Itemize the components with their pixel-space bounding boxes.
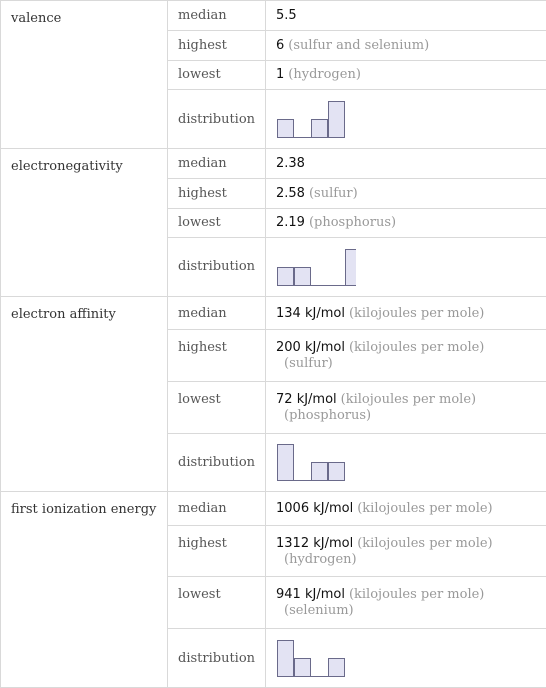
value: 2.19	[276, 215, 305, 231]
value: 941	[276, 587, 301, 603]
row-label: distribution	[168, 90, 266, 149]
value-cell	[266, 330, 546, 382]
row-label: lowest	[168, 381, 266, 433]
property-name: valence	[1, 1, 168, 149]
histogram-bar	[278, 641, 294, 677]
histogram-bar	[312, 463, 328, 481]
value: 2.58	[276, 185, 305, 201]
unit-description: (kilojoules per mole)	[348, 340, 485, 356]
row-label: lowest	[168, 208, 266, 237]
row-label: median	[168, 148, 266, 178]
element-note: (selenium)	[284, 603, 354, 619]
histogram-bar	[312, 120, 328, 138]
value-cell	[266, 381, 546, 433]
table-row	[1, 296, 546, 329]
unit-description: (kilojoules per mole)	[348, 305, 485, 321]
element-note: (phosphorus)	[308, 215, 397, 231]
distribution-cell	[266, 90, 546, 149]
value: 5.5	[276, 8, 297, 24]
table-row	[1, 148, 546, 178]
row-label: distribution	[168, 238, 266, 297]
value-cell	[266, 179, 546, 208]
unit-description: (kilojoules per mole)	[357, 535, 493, 551]
row-label: distribution	[168, 433, 266, 492]
unit-description: (kilojoules per mole)	[340, 391, 477, 407]
distribution-histogram	[276, 97, 356, 141]
unit: kJ/mol	[296, 391, 337, 407]
unit: kJ/mol	[313, 501, 354, 517]
value-cell	[266, 492, 546, 525]
row-label: median	[168, 296, 266, 329]
row-label: highest	[168, 330, 266, 382]
property-name: electron affinity	[1, 296, 168, 492]
value: 2.38	[276, 156, 305, 172]
element-note: (hydrogen)	[284, 551, 357, 567]
unit: kJ/mol	[304, 587, 345, 603]
row-label: highest	[168, 525, 266, 577]
distribution-cell	[266, 433, 546, 492]
value-cell	[266, 60, 546, 89]
distribution-histogram	[276, 440, 356, 484]
row-label: median	[168, 492, 266, 525]
row-label: median	[168, 1, 266, 31]
value: 6	[276, 38, 285, 54]
value-cell	[266, 296, 546, 329]
value-cell	[266, 577, 546, 629]
histogram-bar	[278, 445, 294, 481]
value: 134	[276, 305, 301, 321]
histogram-bar	[329, 659, 345, 677]
table-row	[1, 1, 546, 31]
distribution-cell	[266, 629, 546, 688]
unit-description: (kilojoules per mole)	[348, 587, 485, 603]
property-name: electronegativity	[1, 148, 168, 296]
element-note: (hydrogen)	[288, 67, 361, 83]
row-label: lowest	[168, 60, 266, 89]
value-cell	[266, 525, 546, 577]
unit: kJ/mol	[313, 535, 354, 551]
value-cell	[266, 148, 546, 178]
value: 200	[276, 340, 301, 356]
distribution-cell	[266, 238, 546, 297]
element-note: (sulfur and selenium)	[288, 38, 430, 54]
histogram-bar	[329, 463, 345, 481]
table-row	[1, 492, 546, 525]
row-label: highest	[168, 31, 266, 60]
value-cell	[266, 31, 546, 60]
histogram-bar	[278, 120, 294, 138]
value: 1312	[276, 535, 310, 551]
row-label: highest	[168, 179, 266, 208]
element-note: (phosphorus)	[284, 407, 372, 423]
histogram-bar	[295, 267, 311, 285]
histogram-bar	[278, 267, 294, 285]
value-cell	[266, 208, 546, 237]
distribution-histogram	[276, 636, 356, 680]
property-name: first ionization energy	[1, 492, 168, 688]
histogram-bar	[329, 102, 345, 138]
value: 72	[276, 391, 293, 407]
histogram-bar	[295, 659, 311, 677]
row-label: lowest	[168, 577, 266, 629]
distribution-histogram	[276, 245, 356, 289]
value: 1006	[276, 501, 310, 517]
element-note: (sulfur)	[308, 185, 358, 201]
unit: kJ/mol	[304, 305, 345, 321]
unit-description: (kilojoules per mole)	[357, 501, 493, 517]
histogram-bar	[346, 249, 357, 285]
value-cell	[266, 1, 546, 31]
unit: kJ/mol	[304, 340, 345, 356]
element-note: (sulfur)	[284, 356, 333, 372]
value: 1	[276, 67, 285, 83]
row-label: distribution	[168, 629, 266, 688]
